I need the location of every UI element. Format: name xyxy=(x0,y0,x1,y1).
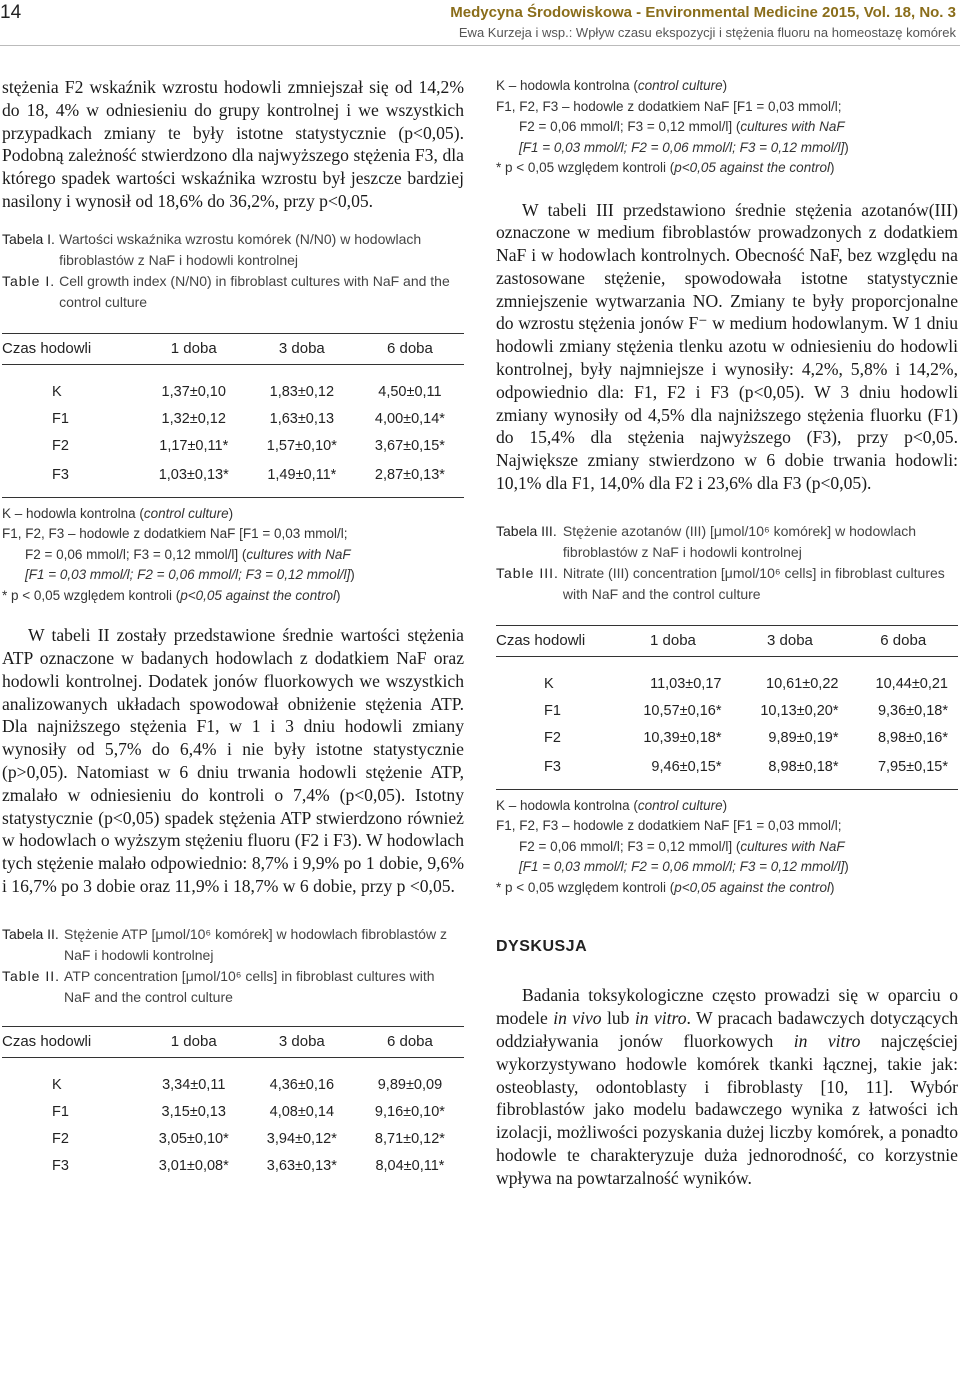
table-cell: 4,08±0,14 xyxy=(269,1104,335,1121)
table-cell: F1 xyxy=(52,411,69,428)
table-row xyxy=(2,460,464,498)
table-cell: 10,61±0,22 xyxy=(766,676,839,693)
table-row xyxy=(2,1099,464,1126)
table1-label-en: Table I. xyxy=(2,272,56,289)
note-text: cultures with NaF xyxy=(740,838,845,854)
note-text: [F1 = 0,03 mmol/l; F2 = 0,06 mmol/l; F3 = 0,12 mmol/l] xyxy=(25,567,351,583)
note-text: K – hodowla kontrolna ( xyxy=(496,78,638,93)
table-cell: 2,87±0,13* xyxy=(356,460,464,498)
table-cell: F1 xyxy=(544,703,561,720)
table3-caption xyxy=(496,521,958,605)
note-text: p<0,05 against the control xyxy=(674,160,830,175)
table-cell: 3,34±0,11 xyxy=(162,1077,226,1094)
table2-notes xyxy=(496,76,958,179)
table2-caption-en: ATP concentration [μmol/10⁶ cells] in fibroblast cultures with NaF and the control culture xyxy=(64,967,435,1005)
note-groups: F1, F2, F3 – hodowle z dodatkiem NaF [F1 = 0,03 mmol/l; xyxy=(496,98,842,114)
discussion-text: in vivo xyxy=(553,1008,602,1029)
table-cell: 1,03±0,13* xyxy=(140,460,248,498)
table1-caption-en: Cell growth index (N/N0) in fibroblast cultures with NaF and the control culture xyxy=(59,272,450,310)
note-text: p<0,05 against the control xyxy=(180,587,336,603)
table-row xyxy=(496,671,958,698)
table-row xyxy=(496,752,958,790)
table1-header-row xyxy=(2,333,464,364)
note-text: cultures with NaF xyxy=(740,119,845,134)
discussion-paragraph xyxy=(496,984,958,1189)
discussion-text: najczęściej wykorzystywano hodowle komórek tkanki łącznej, takie jak: osteoblasty, odontoblasty i fibroblasty [10, 11]. Wybór fibroblastów jako modelu badawczego wynika z łatwości ich izolacji, możliwości pozyskania dużej liczby komórek, a ponadto hodowle te charakteryzuje duża jednorodność, co korzystnie wpływa na powtarzalność wyników. xyxy=(496,1030,959,1188)
table-cell: F2 xyxy=(52,438,69,455)
table2-caption-pl: Stężenie ATP [μmol/10⁶ komórek] w hodowlach fibroblastów z NaF i hodowli kontrolnej xyxy=(64,925,447,963)
table-cell: 8,04±0,11* xyxy=(375,1158,445,1175)
note-text: ) xyxy=(844,859,849,875)
table-cell: 1,57±0,10* xyxy=(266,438,337,455)
left-paragraph-2: W tabeli II zostały przedstawione średnie wartości stężenia ATP oznaczone w badanych hodowlach z dodatkiem NaF oraz hodowli kontrolnej. Dodatek jonów fluorkowych we wszystkich analizowanych układach spowodował obniżenie stężenia ATP. Dla najniższego stężenia F1, w 1 i 3 dniu hodowli zmiany wynosiły od 5,7% do 6,4% i nie były istotne statystycznie (p>0,05). Natomiast w 6 dniu trwania hodowli stężenie ATP, zmalało w odniesieniu do kontroli o 7,4% (p<0,05). Istotny statystycznie (p<0,05) spadek stężenia ATP stwierdzono również w hodowlach o wyższym stężeniu fluoru (F2 i F3). W hodowlach tych stężenie malało odpowiednio: 8,7% i 9,9% po 1 dobie, 9,6% i 16,7% po 3 dobie oraz 11,9% i 18,7% w 6 dobie, przy p <0,05. xyxy=(2,625,464,897)
table-cell: 1,83±0,12 xyxy=(269,384,335,401)
note-control xyxy=(496,76,958,97)
table1-spacer xyxy=(2,364,464,379)
table2-label-pl: Tabela II. xyxy=(2,925,59,942)
table-cell: 9,89±0,09 xyxy=(377,1077,443,1094)
table-cell: K xyxy=(544,676,554,693)
table1-col-2: 3 doba xyxy=(248,333,356,364)
table-cell: 4,50±0,11 xyxy=(378,384,442,401)
table2-label-en: Table II. xyxy=(2,967,61,984)
table3-label-en: Table III. xyxy=(496,564,559,581)
table-row xyxy=(2,379,464,406)
table-cell: 11,03±0,17 xyxy=(650,676,722,693)
note-text: K – hodowla kontrolna ( xyxy=(2,505,144,521)
table-cell: 1,32±0,12 xyxy=(161,411,226,428)
note-text: [F1 = 0,03 mmol/l; F2 = 0,06 mmol/l; F3 = 0,12 mmol/l] xyxy=(519,859,845,875)
note-text: ) xyxy=(829,160,835,175)
note-text: * p < 0,05 względem kontroli ( xyxy=(496,879,675,895)
table-cell: 8,98±0,16* xyxy=(877,730,948,747)
note-text: ) xyxy=(722,78,728,93)
note-significance xyxy=(2,586,464,607)
table-cell: 7,95±0,15* xyxy=(848,752,958,790)
note-text: * p < 0,05 względem kontroli ( xyxy=(496,160,675,175)
note-groups-3 xyxy=(496,138,958,159)
table-cell: 3,01±0,08* xyxy=(158,1158,229,1175)
discussion-text: in vitro xyxy=(634,1008,687,1029)
table1-col-1: 1 doba xyxy=(140,333,248,364)
note-text: cultures with NaF xyxy=(246,546,351,562)
table1-caption xyxy=(2,229,464,313)
note-text: ) xyxy=(829,879,835,895)
table3-header-row xyxy=(496,625,958,656)
note-text: ) xyxy=(844,139,849,155)
note-text: ) xyxy=(335,587,341,603)
table2-caption xyxy=(2,924,464,1008)
table-cell: 4,36±0,16 xyxy=(269,1077,335,1094)
table-cell: 3,94±0,12* xyxy=(266,1131,337,1148)
table-row xyxy=(2,406,464,433)
discussion-text: in vitro xyxy=(793,1030,861,1051)
table2-spacer xyxy=(2,1057,464,1072)
table-cell: 4,00±0,14* xyxy=(374,411,445,428)
table-cell: F3 xyxy=(496,752,614,790)
table3-label-pl: Tabela III. xyxy=(496,522,557,539)
note-groups-2 xyxy=(496,837,958,858)
table-row xyxy=(2,1072,464,1099)
right-paragraph-1: W tabeli III przedstawiono średnie stężenia azotanów(III) oznaczone w medium fibroblastów prowadzonych z dodatkiem NaF i w hodowlach kontrolnych. Obecność NaF, bez względu na zastosowane stężenie, spowodowała istotne statystycznie zmniejszenie wytwarzania NO. Zmiany te były proporcjonalne do wzrostu stężenia jonów F⁻ w medium hodowlanym. W 1 dniu hodowli zmiany stężenia tlenku azotu w odniesieniu do hodowli kontrolnej, były najmniejsze i wynosiły: 4,2%, 5,8% i 14,2%, odpowiednio dla: F1, F2 i F3 (p<0,05). W 3 dniu hodowli zmiany wynosiły od 4,5% dla najniższego stężenia fluorku (F1) do 15,4% dla stężenia najwyższego (F3), przy p<0,05. Największe zmiany stwierdzono w 6 dobie trwania hodowli: 10,1% dla F1, 14,0% dla F2 i 23,6% dla F3 (p<0,05). xyxy=(496,199,958,494)
table-cell: 3,05±0,10* xyxy=(158,1131,229,1148)
note-text: ) xyxy=(722,797,728,813)
note-text: ) xyxy=(228,505,234,521)
table-cell: 10,57±0,16* xyxy=(643,703,722,720)
table-cell: F3 xyxy=(52,1158,69,1175)
note-text: F2 = 0,06 mmol/l; F3 = 0,12 mmol/l] ( xyxy=(519,119,741,134)
table3 xyxy=(496,625,958,790)
table-cell: 8,71±0,12* xyxy=(374,1131,445,1148)
table-cell: 1,49±0,11* xyxy=(248,460,356,498)
table3-caption-en: Nitrate (III) concentration [μmol/10⁶ cells] in fibroblast cultures with NaF and the control culture xyxy=(562,564,945,602)
table1-notes xyxy=(2,504,464,607)
table1 xyxy=(2,333,464,498)
discussion-text: Badania toksykologiczne często prowadzi się w oparciu o modele xyxy=(496,985,958,1029)
table-cell: 9,46±0,15* xyxy=(614,752,731,790)
note-text: K – hodowla kontrolna ( xyxy=(496,797,638,813)
table3-col-1: 1 doba xyxy=(614,625,731,656)
table2-col-2: 3 doba xyxy=(248,1026,356,1057)
table3-notes xyxy=(496,796,958,899)
table3-spacer xyxy=(496,656,958,671)
table-cell: 10,39±0,18* xyxy=(643,730,722,747)
table-cell: K xyxy=(52,384,62,401)
table-cell: 3,67±0,15* xyxy=(374,438,445,455)
table-cell: F2 xyxy=(544,730,561,747)
note-significance xyxy=(496,878,958,899)
table3-col-3: 6 doba xyxy=(848,625,958,656)
table-cell: 10,44±0,21 xyxy=(875,676,948,693)
note-significance xyxy=(496,158,958,179)
table-cell: 8,98±0,18* xyxy=(731,752,848,790)
table-cell: 1,63±0,13 xyxy=(269,411,335,428)
table-cell: 1,37±0,10 xyxy=(161,384,226,401)
table-cell: 3,63±0,13* xyxy=(266,1158,337,1175)
table-cell: K xyxy=(52,1077,62,1094)
table-cell: 1,17±0,11* xyxy=(159,438,229,455)
table1-label-pl: Tabela I. xyxy=(2,230,55,247)
table-cell: F1 xyxy=(52,1104,69,1121)
note-groups-2 xyxy=(2,545,464,566)
section-title-dyskusja: DYSKUSJA xyxy=(496,938,588,956)
table2-col-1: 1 doba xyxy=(140,1026,248,1057)
table3-col-2: 3 doba xyxy=(731,625,848,656)
table-cell: 10,13±0,20* xyxy=(760,703,839,720)
note-text: control culture xyxy=(637,797,723,813)
table1-col-0: Czas hodowli xyxy=(2,333,140,364)
table-cell: 9,89±0,19* xyxy=(768,730,839,747)
discussion-text: lub xyxy=(601,1008,635,1029)
note-text: * p < 0,05 względem kontroli ( xyxy=(2,587,181,603)
page-number: 14 xyxy=(0,2,22,23)
table1-col-3: 6 doba xyxy=(356,333,464,364)
table-row xyxy=(2,433,464,460)
running-title: Ewa Kurzeja i wsp.: Wpływ czasu ekspozycji i stężenia fluoru na homeostazę komórek xyxy=(458,25,956,40)
note-groups-3 xyxy=(2,565,464,586)
table3-caption-pl: Stężenie azotanów (III) [μmol/10⁶ komórek] w hodowlach fibroblastów z NaF i hodowli kontrolnej xyxy=(562,522,917,560)
table-cell: 3,15±0,13 xyxy=(161,1104,226,1121)
table-cell: 9,16±0,10* xyxy=(374,1104,445,1121)
table-row xyxy=(2,1126,464,1153)
table2-col-3: 6 doba xyxy=(356,1026,464,1057)
note-groups: F1, F2, F3 – hodowle z dodatkiem NaF [F1 = 0,03 mmol/l; xyxy=(496,818,842,834)
table-row xyxy=(496,725,958,752)
table-row xyxy=(2,1153,464,1180)
table-cell: F2 xyxy=(52,1131,69,1148)
table3-col-0: Czas hodowli xyxy=(496,625,614,656)
note-text: control culture xyxy=(143,505,229,521)
left-paragraph-1: stężenia F2 wskaźnik wzrostu hodowli zmniejszał się od 14,2% do 18, 4% w odniesieniu do grupy kontrolnej i we wszystkich przypadkach zmiany te były istotne statystycznie (p<0,05). Podobną zależność stwierdzono dla najwyższego stężenia F3, dla którego spadek wartości wskaźnika wzrostu był jeszcze bardziej nasilony i wynosił od 18,6% do 36,2%, przy p<0,05. xyxy=(2,77,464,211)
table2 xyxy=(2,1026,464,1180)
table-row xyxy=(496,698,958,725)
note-groups-3 xyxy=(496,857,958,878)
note-text: F2 = 0,06 mmol/l; F3 = 0,12 mmol/l] ( xyxy=(519,838,741,854)
table-cell: F3 xyxy=(2,460,140,498)
note-control xyxy=(496,796,958,817)
note-text: F2 = 0,06 mmol/l; F3 = 0,12 mmol/l] ( xyxy=(25,546,247,562)
left-column xyxy=(2,76,464,1180)
discussion-text: . W pracach badawczych dotyczących oddziaływania jonów fluorkowych xyxy=(496,1008,959,1051)
note-text: control culture xyxy=(637,78,723,93)
note-groups-2 xyxy=(496,117,958,138)
right-column xyxy=(496,76,958,1190)
note-text: ) xyxy=(350,567,355,583)
table-cell: 9,36±0,18* xyxy=(877,703,948,720)
note-groups: F1, F2, F3 – hodowle z dodatkiem NaF [F1 = 0,03 mmol/l; xyxy=(2,526,348,542)
table2-header-row xyxy=(2,1026,464,1057)
header-rule xyxy=(0,45,960,46)
note-text: [F1 = 0,03 mmol/l; F2 = 0,06 mmol/l; F3 = 0,12 mmol/l] xyxy=(519,139,845,155)
table1-caption-pl: Wartości wskaźnika wzrostu komórek (N/N0) w hodowlach fibroblastów z NaF i hodowli kontrolnej xyxy=(59,230,422,268)
note-text: p<0,05 against the control xyxy=(674,879,830,895)
note-control xyxy=(2,504,464,525)
journal-title: Medycyna Środowiskowa - Environmental Medicine 2015, Vol. 18, No. 3 xyxy=(450,4,956,21)
table2-col-0: Czas hodowli xyxy=(2,1026,140,1057)
